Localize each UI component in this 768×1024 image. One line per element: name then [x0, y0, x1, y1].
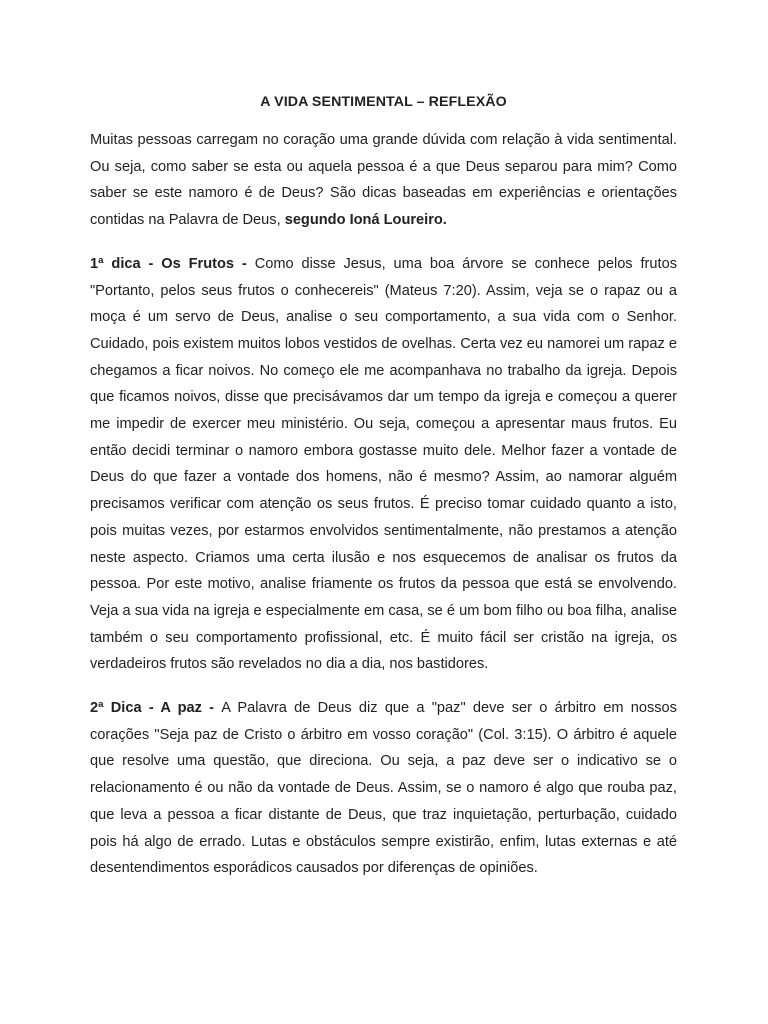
intro-paragraph	[90, 127, 677, 234]
intro-author: segundo Ioná Loureiro.	[284, 212, 447, 229]
tip-paragraph-1	[90, 251, 677, 678]
tip-paragraph-2	[90, 695, 677, 882]
tip-heading-2: 2ª Dica - A paz -	[90, 700, 222, 717]
tip-text-1: Como disse Jesus, uma boa árvore se conhece pelos frutos "Portanto, pelos seus frutos o conhecereis" (Mateus 7:20). Assim, veja se o rapaz ou a moça é um servo de Deus, analise o seu comportamento, a sua vida com o Senhor. Cuidado, pois existem muitos lobos vestidos de ovelhas. Certa vez eu namorei um rapaz e chegamos a ficar noivos. No começo ele me acompanhava no trabalho da igreja. Depois que ficamos noivos, disse que precisávamos dar um tempo da igreja e começou a querer me impedir de exercer meu ministério. Ou seja, começou a apresentar maus frutos. Eu então decidi terminar o namoro embora gostasse muito dele. Melhor fazer a vontade de Deus do que fazer a vontade dos homens, não é mesmo? Assim, ao namorar alguém precisamos verificar com atenção os seus frutos. É preciso tomar cuidado quanto a isto, pois muitas vezes, por estarmos envolvidos sentimentalmente, não prestamos a atenção neste aspecto. Criamos uma certa ilusão e nos esquecemos de analisar os frutos da pessoa. Por este motivo, analise friamente os frutos da pessoa que está se envolvendo. Veja a sua vida na igreja e especialmente em casa, se é um bom filho ou boa filha, analise também o seu comportamento profissional, etc. É muito fácil ser cristão na igreja, os verdadeiros frutos são revelados no dia a dia, nos bastidores.	[90, 255, 677, 673]
document-page	[90, 92, 677, 899]
tip-text-2: A Palavra de Deus diz que a "paz" deve ser o árbitro em nossos corações "Seja paz de Cristo o árbitro em vosso coração" (Col. 3:15). O árbitro é aquele que resolve uma questão, que direciona. Ou seja, a paz deve ser o indicativo se o relacionamento é ou não da vontade de Deus. Assim, se o namoro é algo que rouba paz, que leva a pessoa a ficar distante de Deus, que traz inquietação, perturbação, cuidado pois há algo de errado. Lutas e obstáculos sempre existirão, enfim, lutas externas e até desentendimentos esporádicos causados por diferenças de opiniões.	[90, 700, 677, 877]
tip-heading-1: 1ª dica - Os Frutos -	[90, 255, 255, 272]
intro-text: Muitas pessoas carregam no coração uma grande dúvida com relação à vida sentimental. Ou seja, como saber se esta ou aquela pessoa é a que Deus separou para mim? Como saber se este namoro é de Deus? São dicas baseadas em experiências e orientações contidas na Palavra de Deus,	[90, 132, 677, 229]
document-title: A VIDA SENTIMENTAL – REFLEXÃO	[260, 94, 507, 110]
